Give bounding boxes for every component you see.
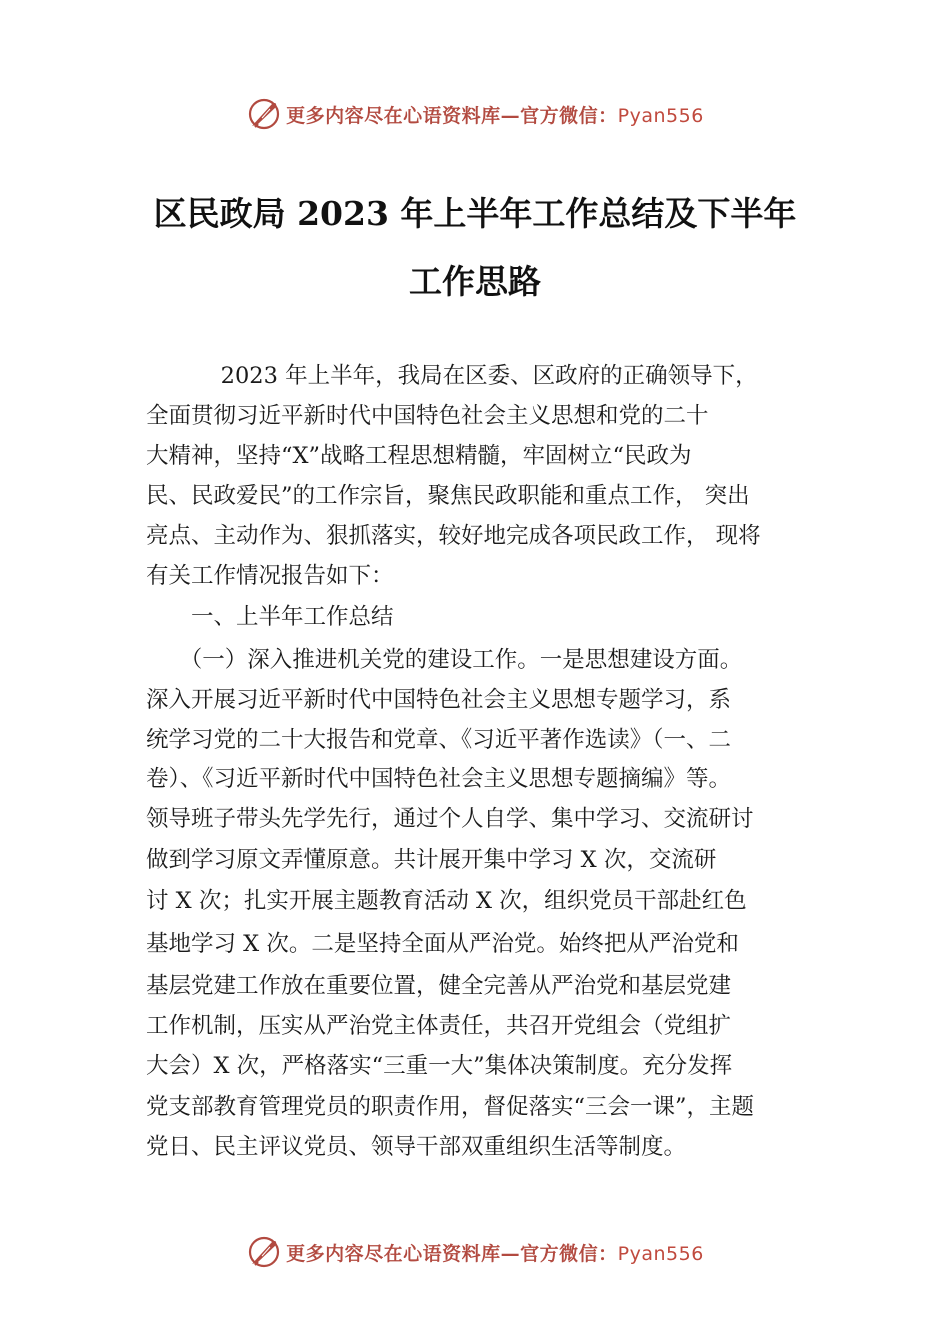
body-line: （一）深入推进机关党的建设工作。一是思想建设方面。 bbox=[146, 647, 743, 673]
document-title-line-1: 区民政局 2023 年上半年工作总结及下半年 bbox=[153, 194, 797, 233]
header-banner bbox=[0, 94, 950, 134]
banner-text: 更多内容尽在心语资料库—官方微信：Pyan556 bbox=[286, 104, 704, 127]
body-line: 民、民政爱民”的工作宗旨，聚焦民政职能和重点工作， 突出 bbox=[146, 483, 750, 509]
wechat-id: Pyan556 bbox=[617, 1242, 704, 1265]
quill-pen-icon bbox=[246, 1234, 282, 1270]
body-line: 大精神，坚持“X”战略工程思想精髓，牢固树立“民政为 bbox=[146, 443, 692, 469]
body-line: 基层党建工作放在重要位置，健全完善从严治党和基层党建 bbox=[146, 973, 732, 999]
body-line: 讨 X 次；扎实开展主题教育活动 X 次，组织党员干部赴红色 bbox=[146, 888, 747, 914]
body-line: 2023 年上半年，我局在区委、区政府的正确领导下， bbox=[146, 363, 758, 389]
body-line: 做到学习原文弄懂原意。共计展开集中学习 X 次，交流研 bbox=[146, 847, 717, 873]
body-line: 卷）、《习近平新时代中国特色社会主义思想专题摘编》等。 bbox=[146, 766, 732, 792]
body-line: 基地学习 X 次。二是坚持全面从严治党。始终把从严治党和 bbox=[146, 931, 739, 957]
body-line: 深入开展习近平新时代中国特色社会主义思想专题学习，系 bbox=[146, 687, 732, 713]
body-line: 大会）X 次，严格落实“三重一大”集体决策制度。充分发挥 bbox=[146, 1053, 733, 1079]
body-line: 统学习党的二十大报告和党章、《习近平著作选读》（一、二 bbox=[146, 727, 732, 753]
body-line: 领导班子带头先学先行，通过个人自学、集中学习、交流研讨 bbox=[146, 806, 754, 832]
footer-banner bbox=[0, 1232, 950, 1272]
body-line: 工作机制，压实从严治党主体责任，共召开党组会（党组扩 bbox=[146, 1013, 732, 1039]
document-title-line-2: 工作思路 bbox=[409, 262, 541, 301]
body-line: 党日、民主评议党员、领导干部双重组织生活等制度。 bbox=[146, 1134, 687, 1160]
wechat-id: Pyan556 bbox=[617, 104, 704, 127]
body-line: 亮点、主动作为、狠抓落实，较好地完成各项民政工作， 现将 bbox=[146, 523, 761, 549]
quill-pen-icon bbox=[246, 96, 282, 132]
banner-text: 更多内容尽在心语资料库—官方微信：Pyan556 bbox=[286, 1242, 704, 1265]
section-heading: 一、上半年工作总结 bbox=[146, 604, 394, 630]
body-line: 有关工作情况报告如下： bbox=[146, 563, 394, 589]
body-line: 党支部教育管理党员的职责作用，督促落实“三会一课”，主题 bbox=[146, 1094, 755, 1120]
body-line: 全面贯彻习近平新时代中国特色社会主义思想和党的二十 bbox=[146, 403, 709, 429]
